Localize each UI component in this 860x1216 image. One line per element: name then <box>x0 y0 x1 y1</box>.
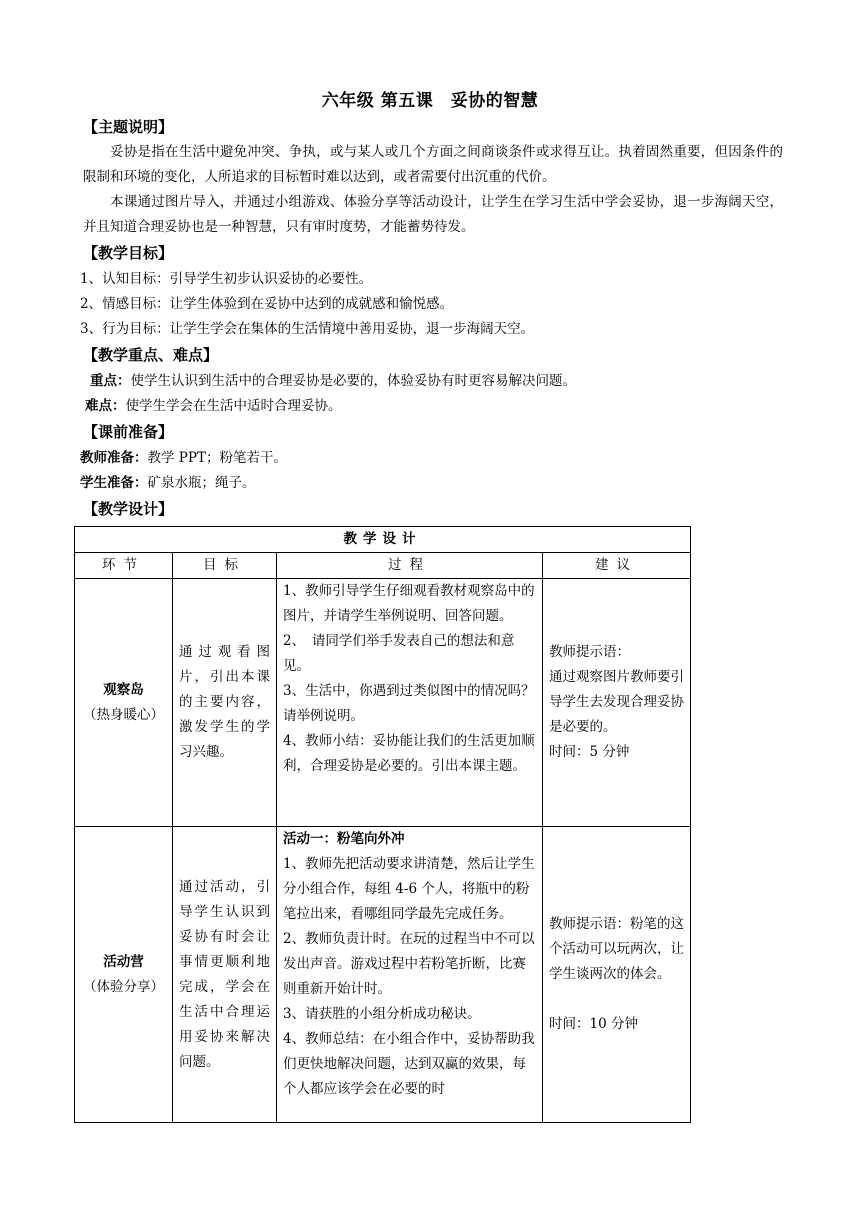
goal-item: 1、认知目标：引导学生初步认识妥协的必要性。 <box>80 271 373 287</box>
goal-cell: 通过活动，引导学生认识到妥协有时会让事情更顺利地完成，学会在生活中合理运用妥协来解决问题。 <box>173 827 277 1123</box>
key-point-label: 重点： <box>90 373 131 389</box>
process-title <box>283 827 536 852</box>
stage-subtitle: （热身暖心） <box>83 706 164 723</box>
process-cell <box>277 827 543 1123</box>
theme-paragraph-2: 本课通过图片导入，并通过小组游戏、体验分享等活动设计，让学生在学习生活中学会妥协，退一步海阔天空，并且知道合理妥协也是一种智慧，只有审时度势，才能蓄势待发。 <box>83 194 783 235</box>
suggestion-cell <box>543 579 691 827</box>
teaching-design-table <box>74 526 691 1123</box>
lesson-title: 六年级 第五课 妥协的智慧 <box>321 91 539 111</box>
difficulty-label: 难点： <box>85 398 126 414</box>
table-caption-row <box>75 527 691 553</box>
goal-cell: 通过观看图片，引出本课的主要内容，激发学生的学习兴趣。 <box>173 579 277 827</box>
stage-name: 活动营 <box>103 953 144 970</box>
process-cell <box>277 579 543 827</box>
table-row <box>75 827 691 1123</box>
teacher-prep-label: 教师准备： <box>80 450 148 466</box>
process-step: 2、 请同学们举手发表自己的想法和意见。 <box>283 633 515 674</box>
suggestion-line: 教师提示语： <box>549 644 630 660</box>
section-heading-prep: 【课前准备】 <box>83 423 174 441</box>
header-suggestion: 建议 <box>543 553 691 579</box>
theme-paragraph-1: 妥协是指在生活中避免冲突、争执，或与某人或几个方面之间商谈条件或求得互让。执着固然重要，但因条件的限制和环境的变化，人所追求的目标暂时难以达到，或者需要付出沉重的代价。 <box>83 144 783 185</box>
stage-name: 观察岛 <box>103 681 144 698</box>
table-header-row <box>75 553 691 579</box>
process-step: 4、教师总结：在小组合作中，妥协帮助我们更快地解决问题，达到双赢的效果，每个人都应该学会在必要的时 <box>283 1031 535 1097</box>
key-point-text: 使学生认识到生活中的合理妥协是必要的，体验妥协有时更容易解决问题。 <box>130 373 576 389</box>
section-heading-design: 【教学设计】 <box>83 500 174 518</box>
suggestion-cell <box>543 827 691 1123</box>
header-goal: 目标 <box>173 553 277 579</box>
process-step: 3、生活中，你遇到过类似图中的情况吗？请举例说明。 <box>283 683 535 724</box>
teacher-prep-line <box>80 447 287 469</box>
process-step: 2、教师负责计时。在玩的过程当中不可以发出声音。游戏过程中若粉笔折断，比赛则重新开始计时。 <box>283 931 535 997</box>
section-heading-theme: 【主题说明】 <box>83 118 174 136</box>
section-heading-goals: 【教学目标】 <box>83 244 174 262</box>
process-step: 1、教师引导学生仔细观看教材观察岛中的图片，并请学生举例说明、回答问题。 <box>283 583 535 624</box>
student-prep-label: 学生准备： <box>80 475 148 491</box>
goal-item: 2、情感目标：让学生体验到在妥协中达到的成就感和愉悦感。 <box>80 296 454 312</box>
suggestion-line: 时间：10 分钟 <box>549 1016 638 1032</box>
process-step: 4、教师小结：妥协能让我们的生活更加顺利，合理妥协是必要的。引出本课主题。 <box>283 733 535 774</box>
student-prep-text: 矿泉水瓶；绳子。 <box>147 475 256 491</box>
stage-cell <box>75 579 173 827</box>
difficulty-text: 使学生学会在生活中适时合理妥协。 <box>125 398 342 414</box>
key-point-line <box>90 370 576 392</box>
activity-title: 活动一：粉笔向外冲 <box>283 831 405 847</box>
table-row <box>75 579 691 827</box>
process-step: 3、请获胜的小组分析成功秘诀。 <box>283 1006 481 1022</box>
suggestion-line: 通过观察图片教师要引导学生去发现合理妥协是必要的。 <box>549 669 684 735</box>
difficulty-line <box>85 395 342 417</box>
suggestion-line: 教师提示语：粉笔的这个活动可以玩两次，让学生谈两次的体会。 <box>549 916 684 982</box>
header-process: 过程 <box>277 553 543 579</box>
stage-subtitle: （体验分享） <box>83 978 164 995</box>
teacher-prep-text: 教学 PPT；粉笔若干。 <box>147 450 287 466</box>
process-step: 1、教师先把活动要求讲清楚，然后让学生分小组合作，每组 4-6 个人，将瓶中的粉笔拉出来，看哪组同学最先完成任务。 <box>283 856 535 922</box>
stage-cell <box>75 827 173 1123</box>
header-stage: 环节 <box>75 553 173 579</box>
section-heading-keypoints: 【教学重点、难点】 <box>83 346 219 364</box>
suggestion-line: 时间：5 分钟 <box>549 744 630 760</box>
goal-item: 3、行为目标：让学生学会在集体的生活情境中善用妥协，退一步海阔天空。 <box>80 321 535 337</box>
student-prep-line <box>80 472 256 494</box>
table-caption: 教学设计 <box>75 527 691 553</box>
